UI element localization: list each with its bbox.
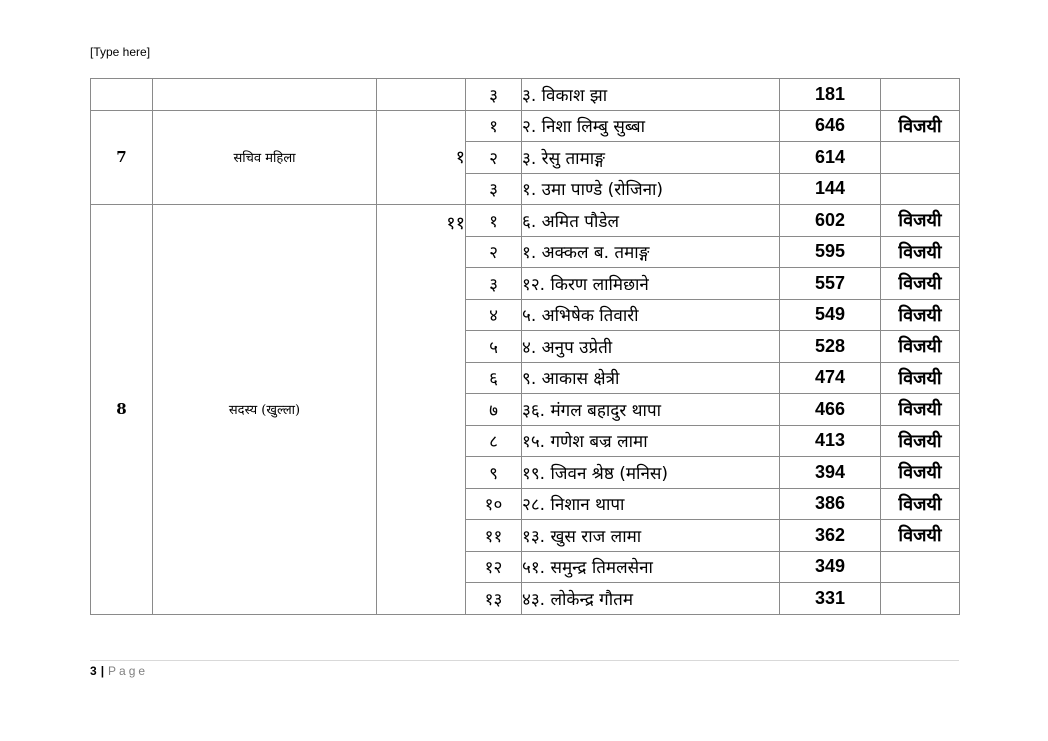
rank-cell: ४ — [466, 299, 522, 331]
candidate-name-cell: ५१. समुन्द्र तिमलसेना — [522, 551, 780, 583]
votes-cell: 362 — [780, 520, 881, 552]
page-footer — [90, 664, 148, 678]
candidate-name-cell: ४. अनुप उप्रेती — [522, 331, 780, 363]
rank-cell: २ — [466, 236, 522, 268]
rank-cell: ३ — [466, 173, 522, 205]
votes-cell: 549 — [780, 299, 881, 331]
rank-cell: १ — [466, 110, 522, 142]
candidate-name-cell: १३. खुस राज लामा — [522, 520, 780, 552]
page-word: Page — [108, 664, 149, 678]
page-number: 3 — [90, 664, 97, 678]
rank-cell: १२ — [466, 551, 522, 583]
status-cell: विजयी — [881, 394, 960, 426]
rank-cell: ९ — [466, 457, 522, 489]
candidate-name-cell: ३. विकाश झा — [522, 79, 780, 111]
status-cell: विजयी — [881, 362, 960, 394]
status-cell — [881, 79, 960, 111]
rank-cell: १३ — [466, 583, 522, 615]
candidate-name-cell: ६. अमित पौडेल — [522, 205, 780, 237]
votes-cell: 474 — [780, 362, 881, 394]
post-cell: सचिव महिला — [153, 110, 377, 205]
votes-cell: 413 — [780, 425, 881, 457]
candidate-name-cell: २. निशा लिम्बु सुब्बा — [522, 110, 780, 142]
election-results-table — [90, 78, 960, 615]
candidate-name-cell: ४३. लोकेन्द्र गौतम — [522, 583, 780, 615]
votes-cell: 595 — [780, 236, 881, 268]
post-cell — [153, 79, 377, 111]
status-cell: विजयी — [881, 236, 960, 268]
rank-cell: १ — [466, 205, 522, 237]
rank-cell: ११ — [466, 520, 522, 552]
rank-cell: ५ — [466, 331, 522, 363]
status-cell: विजयी — [881, 457, 960, 489]
seats-cell: ११ — [377, 205, 466, 615]
rank-cell: ८ — [466, 425, 522, 457]
status-cell: विजयी — [881, 520, 960, 552]
votes-cell: 181 — [780, 79, 881, 111]
status-cell: विजयी — [881, 268, 960, 300]
candidate-name-cell: २८. निशान थापा — [522, 488, 780, 520]
post-cell: सदस्य (खुल्ला) — [153, 205, 377, 615]
votes-cell: 466 — [780, 394, 881, 426]
votes-cell: 394 — [780, 457, 881, 489]
votes-cell: 602 — [780, 205, 881, 237]
votes-cell: 557 — [780, 268, 881, 300]
seats-cell — [377, 79, 466, 111]
status-cell: विजयी — [881, 299, 960, 331]
rank-cell: ६ — [466, 362, 522, 394]
table-row — [91, 205, 960, 237]
votes-cell: 386 — [780, 488, 881, 520]
candidate-name-cell: १५. गणेश बज्र लामा — [522, 425, 780, 457]
candidate-name-cell: १२. किरण लामिछाने — [522, 268, 780, 300]
candidate-name-cell: ९. आकास क्षेत्री — [522, 362, 780, 394]
candidate-name-cell: ३६. मंगल बहादुर थापा — [522, 394, 780, 426]
rank-cell: १० — [466, 488, 522, 520]
votes-cell: 528 — [780, 331, 881, 363]
table-row — [91, 79, 960, 111]
status-cell — [881, 142, 960, 174]
page-separator: | — [100, 664, 105, 678]
votes-cell: 614 — [780, 142, 881, 174]
footer-divider — [90, 660, 959, 661]
candidate-name-cell: ३. रेसु तामाङ्ग — [522, 142, 780, 174]
rank-cell: ७ — [466, 394, 522, 426]
serial-cell: 7 — [91, 110, 153, 205]
status-cell: विजयी — [881, 488, 960, 520]
seats-cell: १ — [377, 110, 466, 205]
serial-cell: 8 — [91, 205, 153, 615]
candidate-name-cell: ५. अभिषेक तिवारी — [522, 299, 780, 331]
status-cell — [881, 583, 960, 615]
rank-cell: ३ — [466, 79, 522, 111]
votes-cell: 646 — [780, 110, 881, 142]
votes-cell: 349 — [780, 551, 881, 583]
page-header-text: [Type here] — [90, 45, 151, 59]
votes-cell: 331 — [780, 583, 881, 615]
candidate-name-cell: १९. जिवन श्रेष्ठ (मनिस) — [522, 457, 780, 489]
rank-cell: ३ — [466, 268, 522, 300]
votes-cell: 144 — [780, 173, 881, 205]
candidate-name-cell: १. उमा पाण्डे (रोजिना) — [522, 173, 780, 205]
candidate-name-cell: १. अक्कल ब. तमाङ्ग — [522, 236, 780, 268]
status-cell: विजयी — [881, 205, 960, 237]
status-cell — [881, 551, 960, 583]
status-cell: विजयी — [881, 425, 960, 457]
status-cell — [881, 173, 960, 205]
status-cell: विजयी — [881, 110, 960, 142]
rank-cell: २ — [466, 142, 522, 174]
status-cell: विजयी — [881, 331, 960, 363]
table-row — [91, 110, 960, 142]
serial-cell — [91, 79, 153, 111]
